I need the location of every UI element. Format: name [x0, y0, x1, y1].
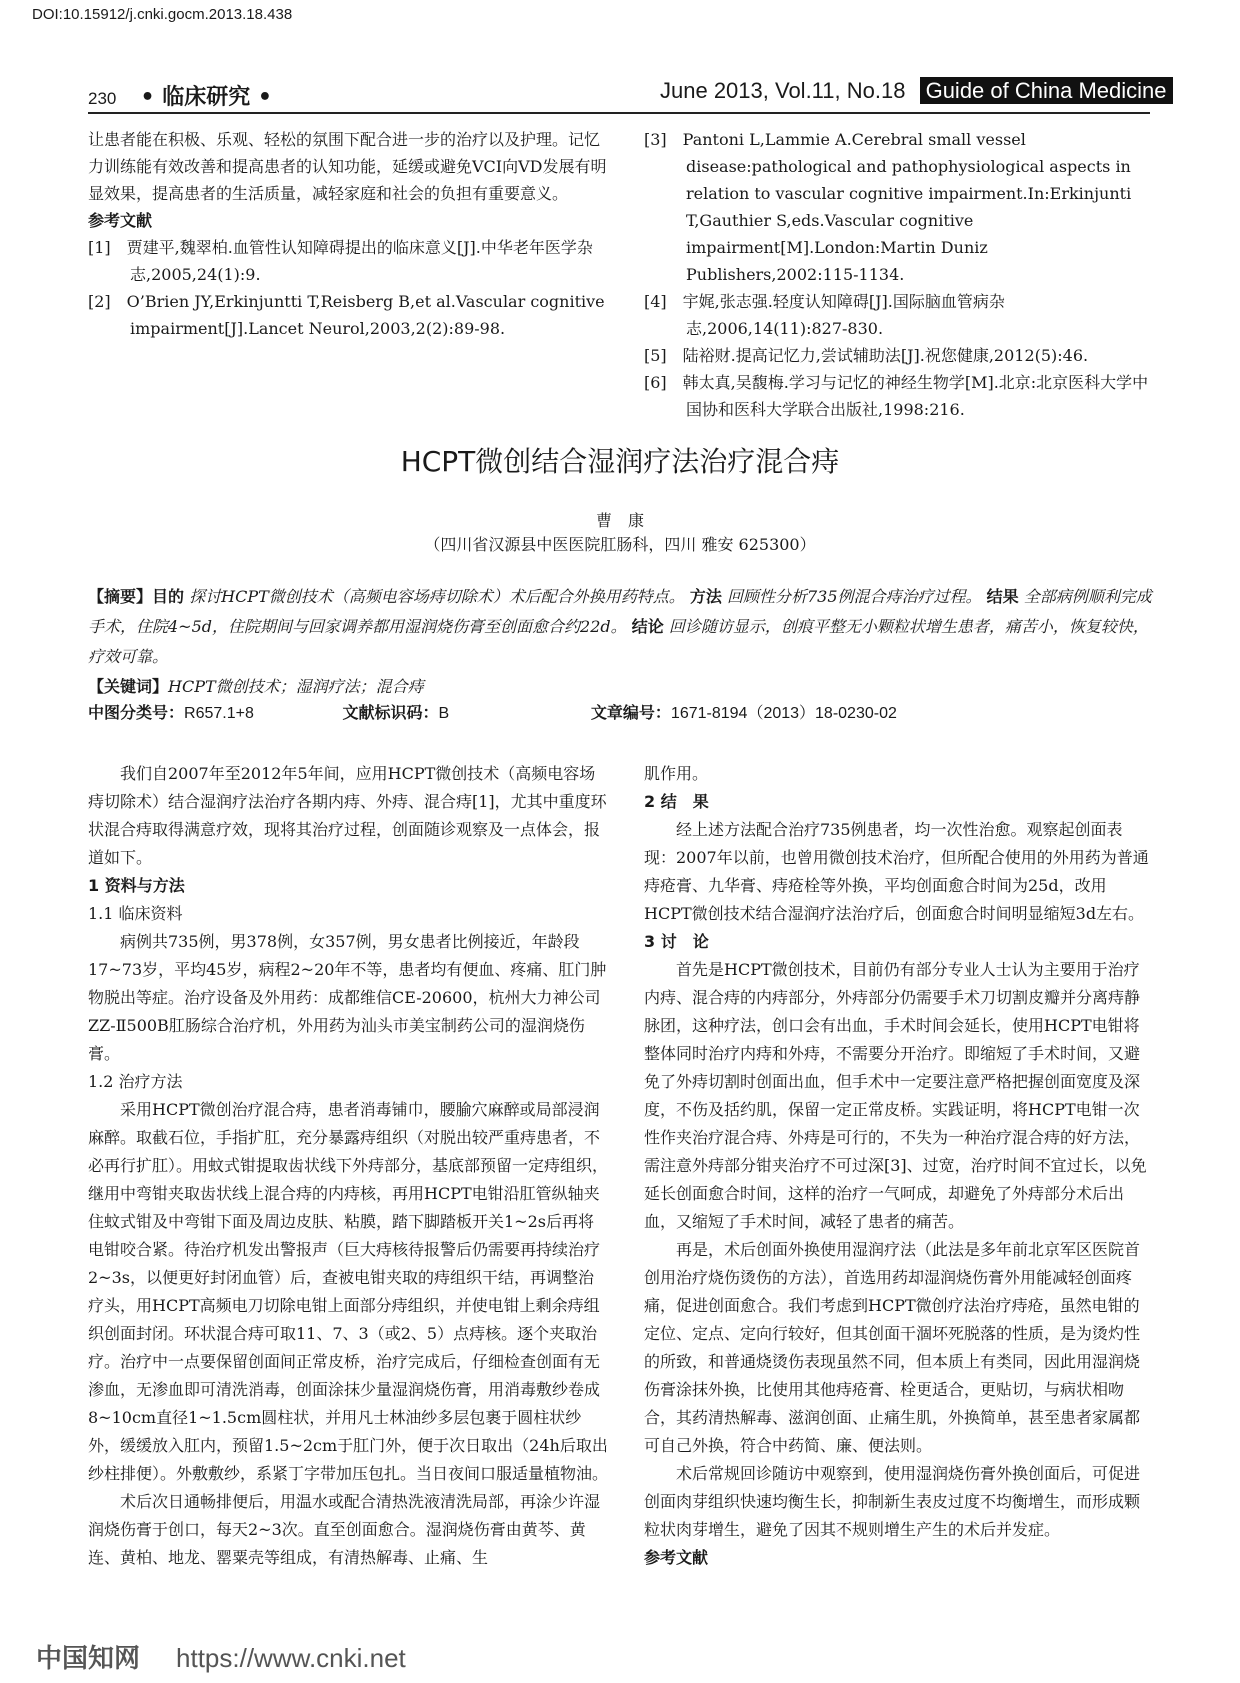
- abstract-part-text: 回顾性分析735例混合痔治疗过程。: [726, 587, 982, 606]
- abstract-part-text: 回诊随访显示，创痕平整无小颗粒状增生患者，痛苦小，恢复较快，疗效可靠。: [88, 617, 1149, 666]
- article-author: 曹 康: [595, 511, 644, 530]
- keywords-label: 【关键词】: [88, 677, 169, 696]
- clc-label: 中图分类号：: [88, 703, 185, 722]
- section-heading: 1 资料与方法: [88, 876, 185, 895]
- doc-code-label: 文献标识码：: [342, 703, 439, 722]
- abstract-part-label: 方法: [689, 587, 722, 606]
- body-column-right: [644, 760, 1152, 1572]
- prev-article-left: [88, 126, 608, 342]
- reference-item: [6] 韩太真,吴馥梅.学习与记忆的神经生物学[M].北京:北京医科大学中国协和医科大学联合出版社,1998:216.: [644, 373, 1149, 419]
- journal-name: Guide of China Medicine: [920, 77, 1173, 104]
- prev-article-right: [644, 126, 1152, 423]
- keywords-text: HCPT微创技术；湿润疗法；混合痔: [168, 677, 424, 696]
- body-paragraph: 病例共735例，男378例，女357例，男女患者比例接近，年龄段17~73岁，平均45岁，病程2~20年不等，患者均有便血、疼痛、肛门肿物脱出等症。治疗设备及外用药：成都维信CE-20600，杭州大力神公司ZZ-Ⅱ500B肛肠综合治疗机，外用药为汕头市美宝制药公司的湿润烧伤膏。: [88, 932, 607, 1063]
- body-paragraph: 我们自2007年至2012年5年间，应用HCPT微创技术（高频电容场痔切除术）结合湿润疗法治疗各期内痔、外痔、混合痔[1]，尤其中重度环状混合痔取得满意疗效，现将其治疗过程，创面随诊观察及一点体会，报道如下。: [88, 764, 607, 867]
- references-title: 参考文献: [644, 1548, 709, 1567]
- section-name: • 临床研究 •: [140, 85, 272, 110]
- abstract-label: 【摘要】: [88, 587, 153, 606]
- article-title: HCPT微创结合湿润疗法治疗混合痔: [400, 445, 840, 478]
- abstract-part-label: 结果: [986, 587, 1019, 606]
- abstract-part-text: 全部病例顺利完成手术，住院4~5d，住院期间与回家调养都用湿润烧伤膏至创面愈合约22d。: [88, 587, 1152, 636]
- body-paragraph: 再是，术后创面外换使用湿润疗法（此法是多年前北京军区医院首创用治疗烧伤烫伤的方法），首选用药却湿润烧伤膏外用能减轻创面疼痛，促进创面愈合。我们考虑到HCPT微创疗法治疗痔疮，虽然电钳的定位、定点、定向行较好，但其创面干涸坏死脱落的性质，是为烫灼性的所致，和普通烧烫伤表现虽然不同，但本质上有类同，因此用湿润烧伤膏涂抹外换，比使用其他痔疮膏、栓更适合，更贴切，与病状相吻合，其药清热解毒、滋润创面、止痛生肌，外换简单，甚至患者家属都可自己外换，符合中药简、廉、便法则。: [644, 1240, 1141, 1455]
- reference-item: [2] O’Brien JY,Erkinjuntti T,Reisberg B,et al.Vascular cognitive impairment[J].Lancet Neurol,2003,2(2):89-98.: [88, 292, 605, 338]
- footer-url[interactable]: https://www.cnki.net: [176, 1643, 406, 1673]
- issue-info: June 2013, Vol.11, No.18: [660, 78, 906, 103]
- cnki-logo: 中国知网: [36, 1644, 141, 1674]
- abstract-part-label: 结论: [631, 617, 664, 636]
- section-heading: 2 结 果: [644, 792, 709, 811]
- reference-item: [5] 陆裕财.提高记忆力,尝试辅助法[J].祝您健康,2012(5):46.: [644, 346, 1089, 365]
- body-paragraph: 首先是HCPT微创技术，目前仍有部分专业人士认为主要用于治疗内痔、混合痔的内痔部分，外痔部分仍需要手术刀切割皮瓣并分离痔静脉团，这种疗法，创口会有出血，手术时间会延长，使用HCPT电钳将整体同时治疗内痔和外痔，不需要分开治疗。即缩短了手术时间，又避免了外痔切割时创面出血，但手术中一定要注意严格把握创面宽度及深度，不伤及括约肌，保留一定正常皮桥。实践证明，将HCPT电钳一次性作夹治疗混合痔、外痔是可行的，不失为一种治疗混合痔的好方法，需注意外痔部分钳夹治疗不可过深[3]、过宽，治疗时间不宜过长，以免延长创面愈合时间，这样的治疗一气呵成，却避免了外痔部分术后出血，又缩短了手术时间，减轻了患者的痛苦。: [644, 960, 1147, 1231]
- header-rule: [88, 112, 1150, 114]
- running-header-left: [88, 80, 272, 111]
- reference-item: [4] 宇娓,张志强.轻度认知障碍[J].国际脑血管病杂志,2006,14(11):827-830.: [644, 292, 1005, 338]
- subsection-heading: 1.2 治疗方法: [88, 1072, 183, 1091]
- subsection-heading: 1.1 临床资料: [88, 904, 183, 923]
- doc-code-value: B: [438, 705, 450, 722]
- abstract: [88, 582, 1154, 672]
- classification-row: [88, 700, 1154, 723]
- page-number: 230: [88, 89, 117, 108]
- body-paragraph: 术后次日通畅排便后，用温水或配合清热洗液清洗局部，再涂少许湿润烧伤膏于创口，每天2~3次。直至创面愈合。湿润烧伤膏由黄芩、黄连、黄柏、地龙、罂粟壳等组成，有清热解毒、止痛、生: [88, 1492, 601, 1567]
- reference-item: [3] Pantoni L,Lammie A.Cerebral small vessel disease:pathological and pathophysiological aspects in relation to vascular cognitive impairment.In:Erkinjunti T,Gauthier S,eds.Vascular cognitive impairment[M].London:Martin Duniz Publishers,2002:115-1134.: [644, 130, 1132, 284]
- section-heading: 3 讨 论: [644, 932, 709, 951]
- keywords: [88, 672, 1154, 702]
- reference-item: [1] 贾建平,魏翠柏.血管性认知障碍提出的临床意义[J].中华老年医学杂志,2005,24(1):9.: [88, 238, 593, 284]
- body-paragraph: 经上述方法配合治疗735例患者，均一次性治愈。观察起创面表现：2007年以前，也曾用微创技术治疗，但所配合使用的外用药为普通痔疮膏、九华膏、痔疮栓等外换，平均创面愈合时间为25d，改用HCPT微创技术结合湿润疗法治疗后，创面愈合时间明显缩短3d左右。: [644, 820, 1149, 923]
- body-column-left: [88, 760, 608, 1572]
- abstract-part-text: 探讨HCPT微创技术（高频电容场痔切除术）术后配合外换用药特点。: [189, 587, 685, 606]
- footer: [36, 1638, 406, 1675]
- article-affiliation: （四川省汉源县中医医院肛肠科，四川 雅安 625300）: [424, 535, 816, 554]
- body-paragraph: 肌作用。: [644, 764, 709, 783]
- running-header-right: [660, 78, 1173, 104]
- abstract-block: [88, 582, 1154, 702]
- article-no-label: 文章编号：: [590, 703, 671, 722]
- body-paragraph: 采用HCPT微创治疗混合痔，患者消毒铺巾，腰腧穴麻醉或局部浸润麻醉。取截石位，手指扩肛，充分暴露痔组织（对脱出较严重痔患者，不必再行扩肛）。用蚊式钳提取齿状线下外痔部分，基底部预留一定痔组织，继用中弯钳夹取齿状线上混合痔的内痔核，再用HCPT电钳沿肛管纵轴夹住蚊式钳及中弯钳下面及周边皮肤、粘膜，踏下脚踏板开关1~2s后再将电钳咬合紧。待治疗机发出警报声（巨大痔核待报警后仍需要再持续治疗2~3s，以便更好封闭血管）后，查被电钳夹取的痔组织干结，再调整治疗头，用HCPT高频电刀切除电钳上面部分痔组织，并使电钳上剩余痔组织创面封闭。环状混合痔可取11、7、3（或2、5）点痔核。逐个夹取治疗。治疗中一点要保留创面间正常皮桥，治疗完成后，仔细检查创面有无渗血，无渗血即可清洗消毒，创面涂抹少量湿润烧伤膏，用消毒敷纱卷成8~10cm直径1~1.5cm圆柱状，并用凡士林油纱多层包裹于圆柱状纱外，缓缓放入肛内，预留1.5~2cm于肛门外，便于次日取出（24h后取出纱柱排便）。外敷敷纱，系紧丁字带加压包扎。当日夜间口服适量植物油。: [88, 1100, 609, 1483]
- body-paragraph: 术后常规回诊随访中观察到，使用湿润烧伤膏外换创面后，可促进创面肉芽组织快速均衡生长，抑制新生表皮过度不均衡增生，而形成颗粒状肉芽增生，避免了因其不规则增生产生的术后并发症。: [644, 1464, 1141, 1539]
- clc-value: R657.1+8: [184, 705, 254, 722]
- doi: DOI:10.15912/j.cnki.gocm.2013.18.438: [32, 6, 293, 23]
- prev-paragraph: 让患者能在积极、乐观、轻松的氛围下配合进一步的治疗以及护理。记忆力训练能有效改善和提高患者的认知功能，延缓或避免VCI向VD发展有明显效果，提高患者的生活质量，减轻家庭和社会的负担有重要意义。: [88, 130, 607, 203]
- prev-refs-title: 参考文献: [88, 211, 153, 230]
- article-no-value: 1671-8194（2013）18-0230-02: [670, 705, 897, 722]
- abstract-part-label: 目的: [152, 587, 185, 606]
